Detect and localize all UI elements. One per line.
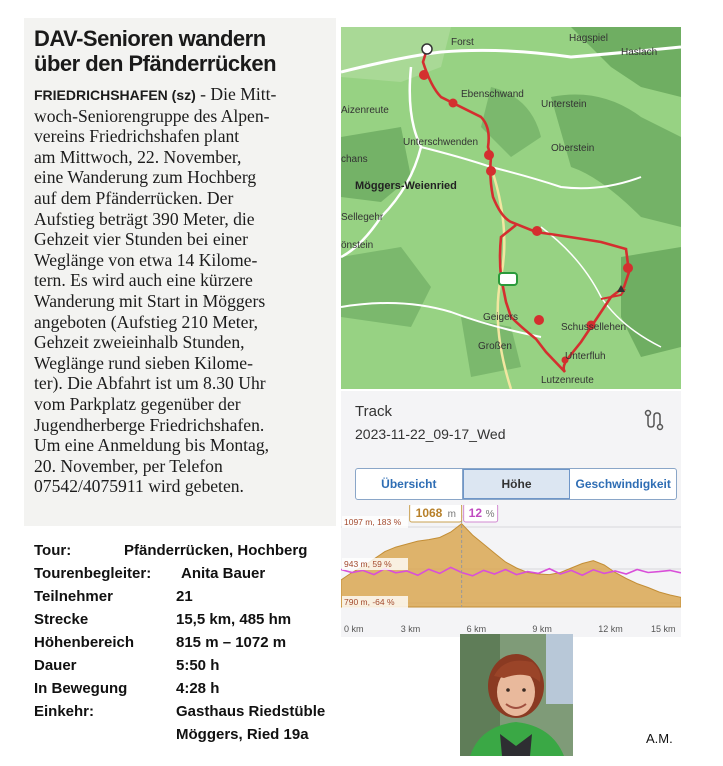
article-line: eine Wanderung zum Hochberg bbox=[34, 167, 257, 188]
x-tick-label: 15 km bbox=[651, 624, 676, 634]
map-label: Möggers-Weienried bbox=[355, 180, 457, 192]
article-line: ter). Die Abfahrt ist um 8.30 Uhr bbox=[34, 373, 266, 394]
article-line: am Mittwoch, 22. November, bbox=[34, 146, 242, 167]
article-line: Wanderung mit Start in Möggers bbox=[34, 290, 266, 311]
route-icon[interactable] bbox=[643, 409, 665, 431]
article-line: Um eine Anmeldung bis Montag, bbox=[34, 435, 270, 456]
newspaper-clipping bbox=[24, 18, 336, 526]
article-line: Aufstieg beträgt 390 Meter, die bbox=[34, 208, 255, 229]
track-title: Track bbox=[355, 403, 392, 420]
map-label: önstein bbox=[341, 240, 374, 251]
map-label: Forst bbox=[451, 37, 474, 48]
map-label: Oberstein bbox=[551, 143, 595, 154]
article-body bbox=[34, 84, 334, 497]
article-line: vereins Friedrichshafen plant bbox=[34, 126, 240, 147]
portrait-photo bbox=[460, 634, 573, 756]
x-tick-label: 6 km bbox=[466, 624, 487, 634]
y-axis-label: 1097 m, 183 % bbox=[344, 517, 402, 527]
map-label: Unterfluh bbox=[565, 351, 606, 362]
map-label: Sellegehr bbox=[341, 212, 384, 223]
map-label: Aizenreute bbox=[341, 105, 389, 116]
elevation-chart-svg[interactable] bbox=[341, 505, 681, 637]
route-map[interactable] bbox=[341, 27, 681, 389]
cursor-elevation-unit: m bbox=[447, 509, 456, 520]
article-line: Gehzeit zweieinhalb Stunden, bbox=[34, 332, 245, 353]
cursor-elevation-value: 1068 bbox=[415, 506, 443, 520]
y-axis-label: 943 m, 59 % bbox=[344, 559, 392, 569]
article-line: auf dem Pfänderrücken. Der bbox=[34, 187, 234, 208]
article-line: woch-Seniorengruppe des Alpen- bbox=[34, 105, 270, 126]
map-label: chans bbox=[341, 154, 368, 165]
map-label: Unterschwenden bbox=[403, 137, 479, 148]
article-dateline: FRIEDRICHSHAFEN (sz) bbox=[34, 87, 196, 103]
x-tick-label: 12 km bbox=[598, 624, 623, 634]
tab-speed[interactable]: Geschwindigkeit bbox=[575, 477, 671, 491]
map-label: Lutzenreute bbox=[541, 375, 594, 386]
article-line: tern. Es wird auch eine kürzere bbox=[34, 270, 253, 291]
cursor-grade-value: 12 bbox=[468, 506, 483, 520]
map-label: Geigers bbox=[483, 312, 519, 323]
track-panel bbox=[341, 391, 681, 637]
map-label: Hagspiel bbox=[569, 33, 608, 44]
x-tick-label: 9 km bbox=[532, 624, 552, 634]
map-label: Großen bbox=[478, 341, 512, 352]
cursor-grade-unit: % bbox=[485, 509, 495, 520]
map-label: Haslach bbox=[621, 47, 658, 58]
map-label: Unterstein bbox=[541, 99, 587, 110]
x-tick-label: 3 km bbox=[400, 624, 421, 634]
article-line: angeboten (Aufstieg 210 Meter, bbox=[34, 311, 259, 332]
camera-icon[interactable] bbox=[499, 273, 517, 285]
start-flag-icon[interactable] bbox=[422, 44, 432, 54]
y-axis-label: 790 m, -64 % bbox=[344, 597, 395, 607]
author-signature: A.M. bbox=[646, 731, 673, 746]
map-label: Schussellehen bbox=[561, 322, 627, 333]
article-line: 20. November, per Telefon bbox=[34, 455, 223, 476]
article-headline bbox=[34, 26, 276, 76]
track-tabs bbox=[355, 468, 677, 500]
x-tick-label: 0 km bbox=[344, 624, 364, 634]
map-canvas[interactable] bbox=[341, 27, 681, 389]
article-line: FRIEDRICHSHAFEN (sz) - Die Mitt- bbox=[34, 84, 277, 104]
article-line: Weglänge rund sieben Kilome- bbox=[34, 352, 253, 373]
headline-line-1: DAV-Senioren wandern bbox=[34, 26, 266, 51]
tab-overview[interactable]: Übersicht bbox=[356, 469, 463, 499]
map-label: Ebenschwand bbox=[461, 89, 524, 100]
tab-elevation[interactable]: Höhe bbox=[463, 469, 571, 499]
elevation-chart[interactable] bbox=[341, 505, 681, 637]
article-line: Jugendherberge Friedrichshafen. bbox=[34, 414, 265, 435]
article-line: Gehzeit vier Stunden bei einer bbox=[34, 229, 248, 250]
headline-line-2: über den Pfänderrücken bbox=[34, 51, 277, 76]
article-line: 07542/4075911 wird gebeten. bbox=[34, 476, 244, 497]
article-line: Weglänge von etwa 14 Kilome- bbox=[34, 249, 258, 270]
track-date: 2023-11-22_09-17_Wed bbox=[355, 426, 506, 442]
article-line: vom Parkplatz gegenüber der bbox=[34, 393, 241, 414]
